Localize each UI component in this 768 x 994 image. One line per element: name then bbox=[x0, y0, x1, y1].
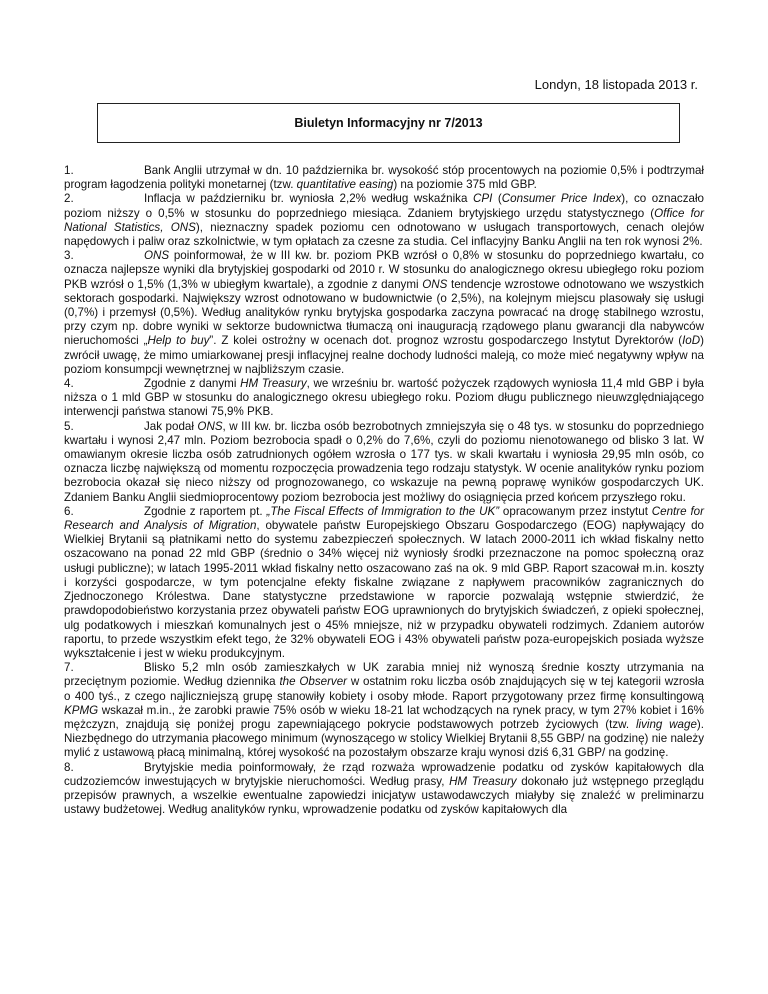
paragraph-text: Bank Anglii utrzymał w dn. 10 października br. wysokość stóp procentowych na poziomie 0,5% i podtrzymał program łagodzenia polityki monetarnej (tzw. quantitative easing) na poziomie 375 mld GBP. bbox=[64, 164, 704, 192]
paragraph-text: Inflacja w październiku br. wyniosła 2,2% według wskaźnika CPI (Consumer Price Index), co oznaczało poziom niższy o 0,5% w stosunku do poprzedniego miesiąca. Zdaniem brytyjskiego urzędu statystycznego (Office for National Statistics, ONS), nieznaczny spadek poziomu cen odnotowano w usługach transportowych, cenach olejów napędowych i paliw oraz szkolnictwie, w tym opłatach za czesne za studia. Cel inflacyjny Banku Anglii na ten rok wynosi 2%. bbox=[64, 192, 704, 249]
title-box bbox=[97, 103, 680, 143]
paragraph-text: Brytyjskie media poinformowały, że rząd rozważa wprowadzenie podatku od zysków kapitałowych dla cudzoziemców inwestujących w brytyjskie nieruchomości. Według prasy, HM Treasury dokonało już wstępnego przeglądu przepisów prawnych, a wszelkie ewentualne zapowiedzi inicjatyw ustawodawczych miałyby się znaleźć w preliminarzu ustawy budżetowej. Według analityków rynku, wprowadzenie podatku od zysków kapitałowych dla bbox=[64, 760, 704, 817]
date-line: Londyn, 18 listopada 2013 r. bbox=[534, 77, 698, 92]
paragraph-number: 6. bbox=[64, 504, 74, 518]
paragraph bbox=[64, 420, 704, 505]
paragraph bbox=[64, 192, 704, 249]
paragraph-number: 4. bbox=[64, 377, 74, 391]
paragraph bbox=[64, 249, 704, 377]
paragraph bbox=[64, 761, 704, 818]
paragraph-number: 5. bbox=[64, 419, 74, 433]
paragraph-number: 2. bbox=[64, 192, 74, 206]
paragraph bbox=[64, 164, 704, 192]
paragraph-text: Zgodnie z raportem pt. „The Fiscal Effects of Immigration to the UK” opracowanym przez instytut Centre for Research and Analysis of Migration, obywatele państw Europejskiego Obszaru Gospodarczego (EOG) napływający do Wielkiej Brytanii są płatnikami netto do systemu zabezpieczeń społecznych. W latach 2000-2011 ich wkład fiskalny netto oszacowano na ponad 22 mld GBP (średnio o 34% więcej niż wyniosły środki przeznaczone na pomoc społeczną oraz usługi publiczne); w latach 1995-2011 wkład fiskalny netto oszacowano zaś na ok. 9 mld GBP. Raport szacował m.in. koszty i korzyści gospodarcze, w tym potencjalne efekty fiskalne związane z napływem pracowników zagranicznych do Zjednoczonego Królestwa. Dane statystyczne przedstawione w raporcie pozwalają wstępnie stwierdzić, że prawdopodobieństwo korzystania przez obywateli państw EOG uprawnionych do brytyjskich świadczeń, z opieki społecznej, ulg podatkowych i mieszkań komunalnych jest o 45% mniejsze, niż w przypadku obywateli rodzimych. Zdaniem autorów raportu, to przede wszystkim efekt tego, że 32% obywateli EOG i 43% obywateli państw poza-europejskich posiada wyższe wykształcenie i jest w wieku produkcyjnym. bbox=[64, 504, 704, 660]
paragraph-number: 8. bbox=[64, 760, 74, 774]
body-text bbox=[64, 164, 704, 817]
paragraph bbox=[64, 377, 704, 420]
paragraph-number: 1. bbox=[64, 164, 74, 177]
paragraph-text: Zgodnie z danymi HM Treasury, we wrześniu br. wartość pożyczek rządowych wyniosła 11,4 mld GBP i była niższa o 1 mld GBP w stosunku do analogicznego okresu ubiegłego roku. Poziom długu publicznego nieuwzględniającego interwencji państwa stanowi 75,9% PKB. bbox=[64, 377, 704, 419]
paragraph-text: Jak podał ONS, w III kw. br. liczba osób bezrobotnych zmniejszyła się o 48 tys. w stosunku do poprzedniego kwartału i wynosi 2,47 mln. Poziom bezrobocia spadł o 0,2% do 7,6%, czyli do poziomu nienotowanego od blisko 3 lat. W omawianym okresie liczba osób zatrudnionych ogółem wzrosła o 177 tys. w skali kwartału i wyniosła 29,95 mln osób, co oznacza liczbę największą od momentu rozpoczęcia prowadzenia tego rodzaju statystyk. W ocenie analityków rynku poziom bezrobocia okazał się nieco niższy od prognozowanego, co wskazuje na pewną poprawę wyników gospodarczych UK. Zdaniem Banku Anglii siedmioprocentowy poziom bezrobocia jest możliwy do osiągnięcia przed końcem przyszłego roku. bbox=[64, 419, 704, 504]
document-title: Biuletyn Informacyjny nr 7/2013 bbox=[294, 116, 483, 130]
paragraph-number: 7. bbox=[64, 661, 74, 675]
paragraph bbox=[64, 505, 704, 661]
paragraph-text: Blisko 5,2 mln osób zamieszkałych w UK zarabia mniej niż wynoszą średnie koszty utrzymania na przeciętnym poziomie. Według dziennika the Observer w ostatnim roku liczba osób znajdujących się w tej kategorii wzrosła o 400 tyś., z czego najliczniejszą grupę stanowiły kobiety i osoby młode. Raport przygotowany przez firmę konsultingową KPMG wskazał m.in., że zarobki prawie 75% osób w wieku 18-21 lat wchodzących na rynek pracy, w tym 27% kobiet i 16% mężczyzn, znajdują się poniżej progu zapewniającego pokrycie podstawowych potrzeb życiowych (tzw. living wage). Niezbędnego do utrzymania płacowego minimum (wynoszącego w stolicy Wielkiej Brytanii 8,55 GBP/ na godzinę) nie należy mylić z ustawową płacą minimalną, której wysokość na pozostałym obszarze kraju wynosi dziś 6,31 GBP/ na godzinę. bbox=[64, 661, 705, 760]
paragraph-number: 3. bbox=[64, 249, 74, 263]
paragraph-text: ONS poinformował, że w III kw. br. poziom PKB wzrósł o 0,8% w stosunku do poprzedniego kwartału, co oznacza najlepsze wyniki dla brytyjskiej gospodarki od 2010 r. W stosunku do analogicznego okresu ubiegłego roku poziom PKB wzrósł o 1,5% (1,3% w ubiegłym kwartale), a zgodnie z danymi ONS tendencje wzrostowe odnotowano we wszystkich sektorach gospodarki. Największy wzrost odnotowano w budownictwie (o 2,5%), na kolejnym miejscu plasowały się usługi (0,7%) i przemysł (0,5%). Według analityków rynku brytyjska gospodarka zaczyna powracać na drogę stabilnego wzrostu, przy czym np. dobre wyniki w sektorze budownictwa tłumaczą oni inauguracją rządowego planu gwarancji dla nabywców nieruchomości „Help to buy”. Z kolei ostrożny w ocenach dot. prognoz wzrostu gospodarczego Instytut Dyrektorów (IoD) zwrócił uwagę, że mimo umiarkowanej presji inflacyjnej realne dochody ludności maleją, co może mieć negatywny wpływ na poziom konsumpcji wewnętrznej w najbliższym czasie. bbox=[64, 249, 704, 376]
paragraph bbox=[64, 661, 704, 760]
